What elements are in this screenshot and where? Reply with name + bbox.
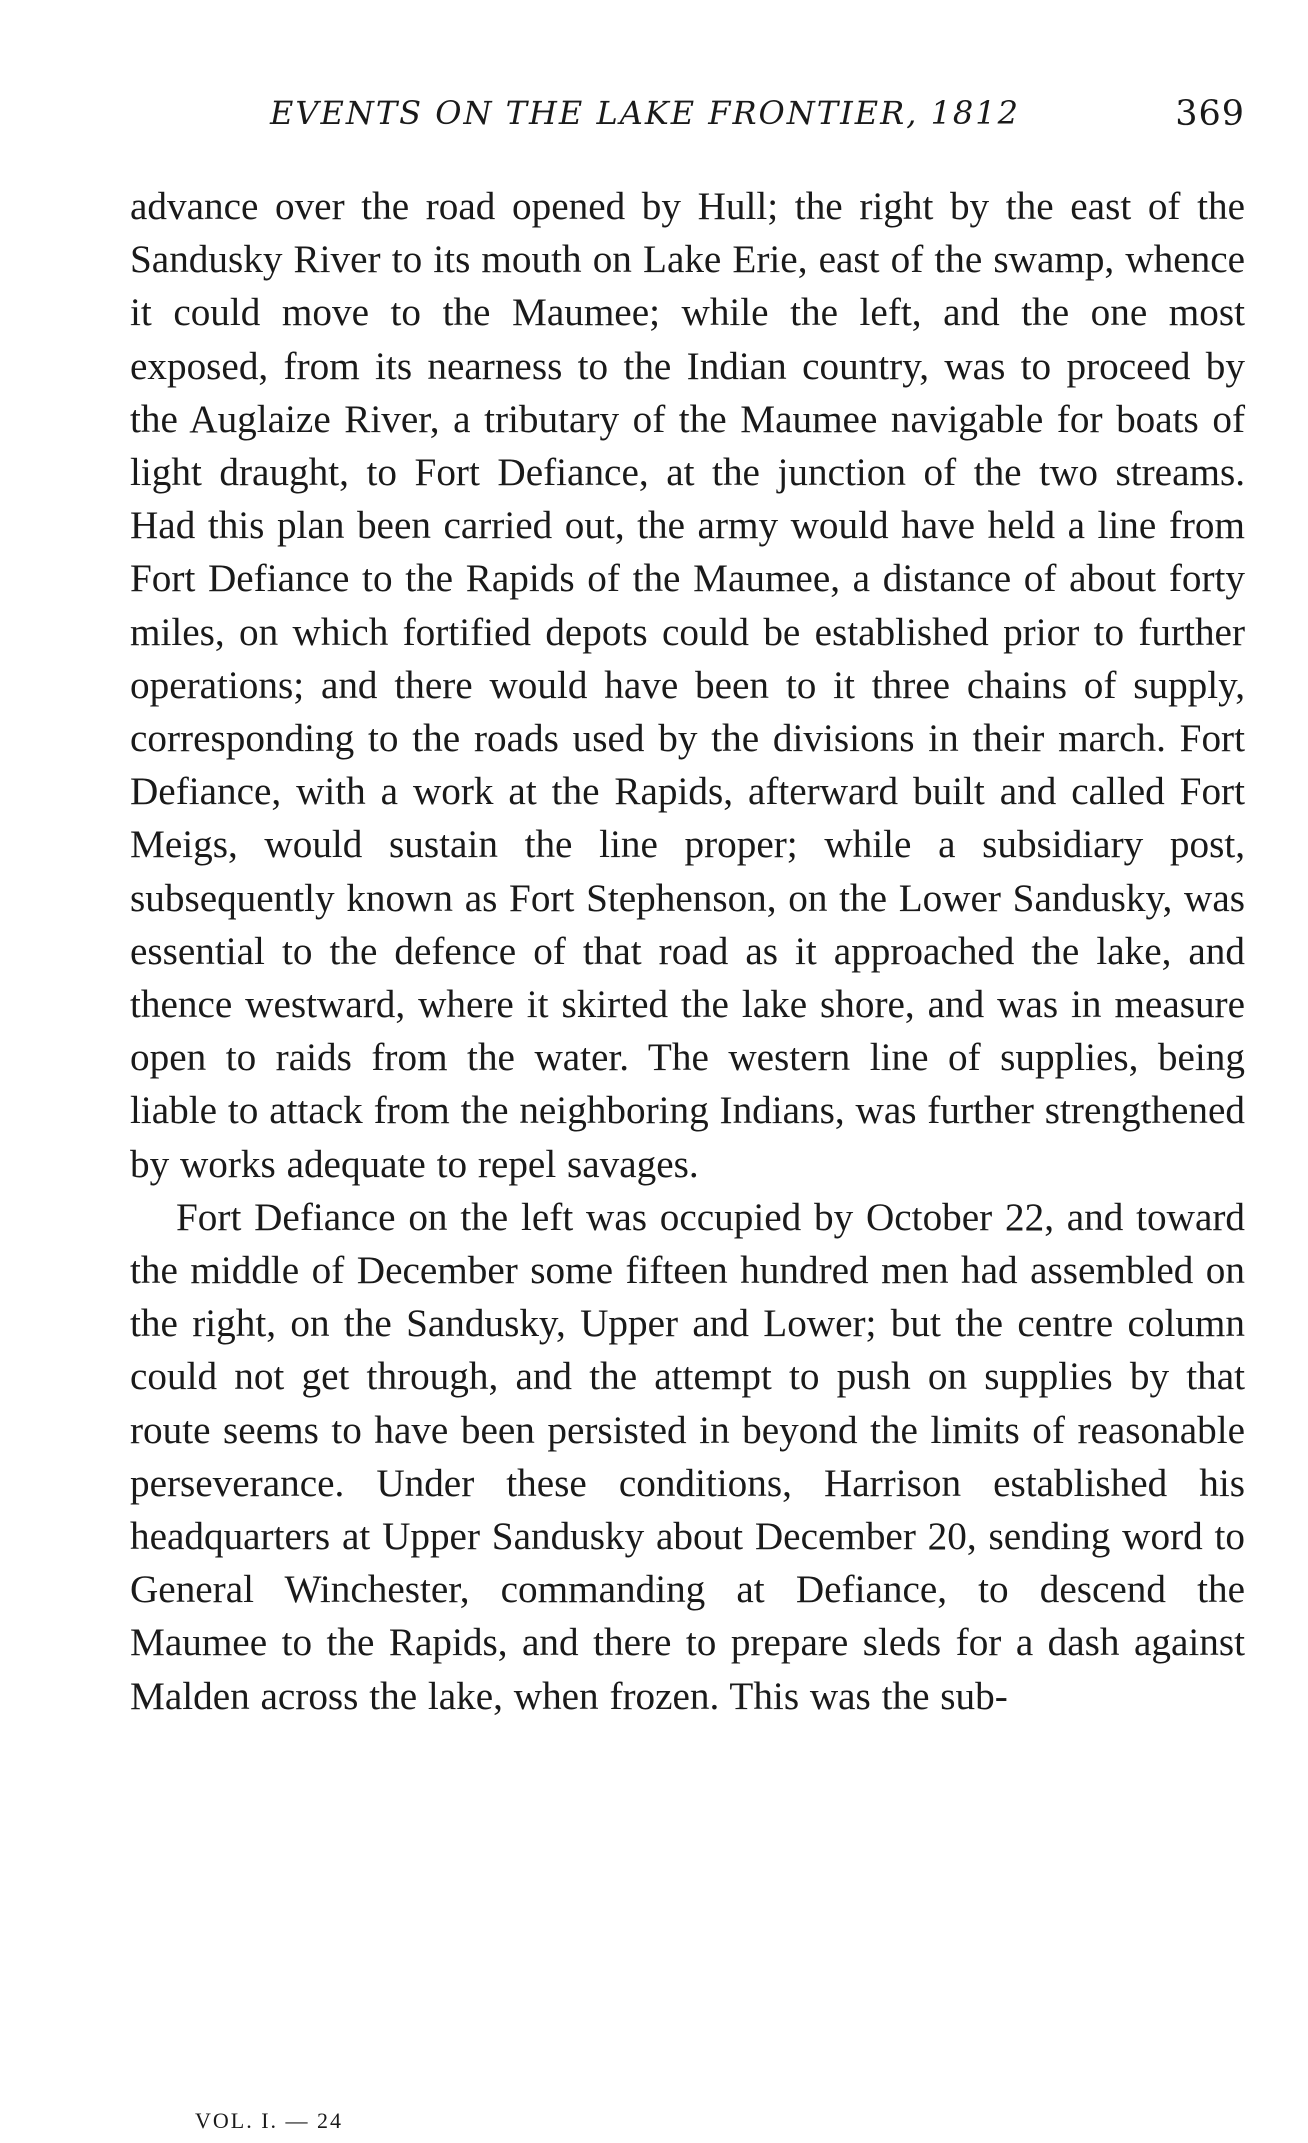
signature-mark: VOL. I. — 24: [195, 2108, 344, 2133]
running-head: [130, 90, 1245, 150]
book-page: [130, 90, 1245, 1723]
page-number: 369: [1175, 94, 1245, 134]
paragraph: Fort Defiance on the left was occupied by October 22, and toward the middle of December some fifteen hundred men had assembled on the right, on the Sandusky, Upper and Lower; but the centre column could not get through, and the attempt to push on supplies by that route seems to have been persisted in beyond the limits of reasonable perseverance. Under these conditions, Harrison established his headquarters at Upper Sandusky about December 20, sending word to General Winchester, commanding at Defiance, to descend the Maumee to the Rapids, and there to prepare sleds for a dash against Malden across the lake, when frozen. This was the sub-: [130, 1195, 1245, 1718]
paragraph: advance over the road opened by Hull; the right by the east of the Sandusky River to its mouth on Lake Erie, east of the swamp, whence it could move to the Maumee; while the left, and the one most exposed, from its nearness to the Indian country, was to proceed by the Auglaize River, a tributary of the Maumee navigable for boats of light draught, to Fort Defiance, at the junction of the two streams. Had this plan been carried out, the army would have held a line from Fort Defiance to the Rapids of the Maumee, a distance of about forty miles, on which fortified depots could be established prior to further operations; and there would have been to it three chains of supply, corresponding to the roads used by the divisions in their march. Fort Defiance, with a work at the Rapids, afterward built and called Fort Meigs, would sustain the line proper; while a subsidiary post, subsequently known as Fort Stephenson, on the Lower Sandusky, was essential to the defence of that road as it approached the lake, and thence westward, where it skirted the lake shore, and was in measure open to raids from the water. The western line of supplies, being liable to attack from the neighboring Indians, was further strengthened by works adequate to repel savages.: [130, 185, 1245, 1186]
running-title: EVENTS ON THE LAKE FRONTIER, 1812: [270, 94, 1020, 132]
body-text: [130, 180, 1245, 1723]
